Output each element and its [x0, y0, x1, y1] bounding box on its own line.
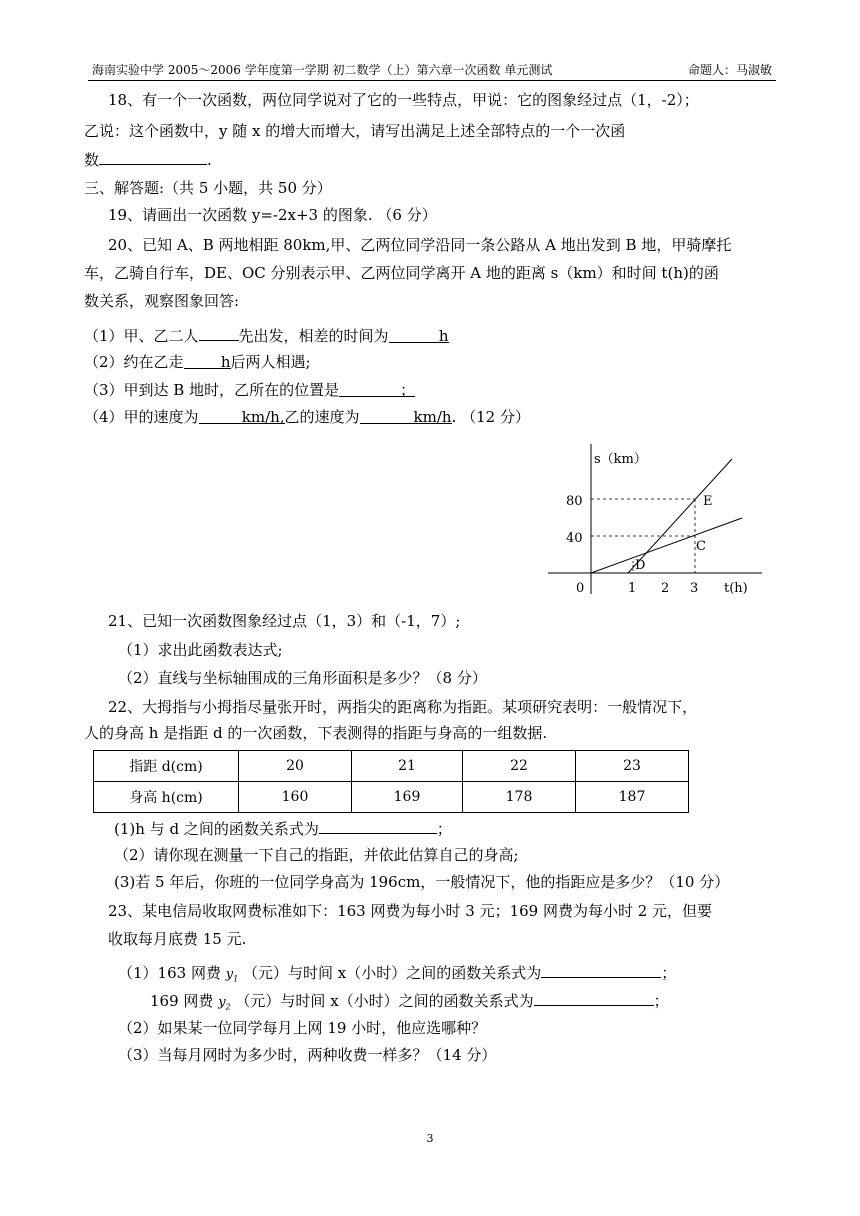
q20-graph — [540, 436, 770, 598]
q20-part3-blank[interactable]: ； — [339, 380, 415, 397]
q20-part4-blank-b[interactable]: km/h — [360, 407, 452, 424]
q23-line1: 23、某电信局收取网费标准如下：163 网费为每小时 3 元；169 网费为每小时 2 元，但要 — [108, 902, 713, 920]
q20-line1: 20、已知 A、B 两地相距 80km,甲、乙两位同学沿同一条公路从 A 地出发到 B 地，甲骑摩托 — [108, 236, 732, 254]
q22-part3: (3)若 5 年后，你班的一位同学身高为 196cm，一般情况下，他的指距应是多少？（10 分） — [114, 873, 730, 891]
page-number: 3 — [426, 1132, 434, 1145]
line-oc — [591, 518, 742, 573]
q22-part1: (1)h 与 d 之间的函数关系式为 ； — [114, 817, 452, 839]
q22-part2: （2）请你现在测量一下自己的指距，并依此估算自己的身高; — [114, 846, 519, 864]
q18-answer-blank[interactable] — [99, 148, 207, 165]
q23-part1b: 169 网费 $y_2$ （元）与时间 x（小时）之间的函数关系式为 ； — [150, 989, 669, 1018]
q18-line2: 乙说：这个函数中，y 随 x 的增大而增大，请写出满足上述全部特点的一个一次函 — [84, 122, 626, 140]
table-cell: 21 — [352, 751, 463, 782]
y-tick-40: 40 — [566, 531, 583, 546]
q22-part1-blank[interactable] — [319, 817, 437, 834]
table-cell: 20 — [239, 751, 352, 782]
q21-line1: 21、已知一次函数图象经过点（1，3）和（-1，7）; — [108, 612, 461, 630]
table-cell: 178 — [463, 782, 576, 813]
q23-part1b-blank[interactable] — [534, 989, 654, 1006]
table-cell: 169 — [352, 782, 463, 813]
q20-line2: 车，乙骑自行车，DE、OC 分别表示甲、乙两位同学离开 A 地的距离 s（km）和时间 t(h)的函 — [84, 264, 719, 282]
q18-line3: 数 . — [84, 148, 212, 170]
table-row — [94, 782, 689, 813]
q20-part1-blank-b[interactable]: h — [389, 326, 449, 343]
table-cell: 187 — [576, 782, 689, 813]
origin-label: 0 — [576, 581, 585, 596]
table-cell: 23 — [576, 751, 689, 782]
point-c-label: C — [696, 539, 706, 554]
q23-line2: 收取每月底费 15 元. — [108, 930, 247, 948]
x-tick-3: 3 — [690, 581, 699, 596]
q20-part2-blank[interactable]: h — [184, 352, 231, 369]
section-3-title: 三、解答题:（共 5 小题，共 50 分） — [84, 179, 332, 197]
q21-part2: （2）直线与坐标轴围成的三角形面积是多少？（8 分） — [118, 669, 487, 687]
q23-part1a: （1）163 网费 $y_1$ （元）与时间 x（小时）之间的函数关系式为 ； — [118, 961, 676, 990]
x-axis-label: t(h) — [724, 581, 748, 596]
q23-part1a-blank[interactable] — [541, 961, 661, 978]
q20-part1: （1）甲、乙二人 先出发，相差的时间为 h — [84, 324, 449, 346]
q23-part2: （2）如果某一位同学每月上网 19 小时，他应选哪种？ — [118, 1019, 487, 1037]
line-de — [628, 459, 732, 573]
q18-line1: 18、有一个一次函数，两位同学说对了它的一些特点，甲说：它的图象经过点（1，-2）； — [108, 91, 699, 109]
point-e-label: E — [703, 494, 713, 509]
q21-part1: （1）求出此函数表达式; — [118, 641, 283, 659]
q20-part2: （2）约在乙走 h后两人相遇; — [84, 353, 311, 371]
y-axis-label: s（km） — [594, 452, 647, 467]
q20-part4: （4）甲的速度为 km/h,乙的速度为 km/h. （12 分） — [84, 408, 530, 426]
header-title: 海南实验中学 2005～2006 学年度第一学期 初二数学（上）第六章一次函数 单元测试 — [92, 63, 553, 77]
q20-line3: 数关系，观察图象回答: — [84, 292, 240, 310]
table-cell: 160 — [239, 782, 352, 813]
table-cell: 身高 h(cm) — [94, 782, 239, 813]
y-tick-80: 80 — [566, 494, 583, 509]
q19-text: 19、请画出一次函数 y=-2x+3 的图象. （6 分） — [108, 206, 437, 224]
q22-line2: 人的身高 h 是指距 d 的一次函数，下表测得的指距与身高的一组数据. — [84, 724, 548, 742]
q22-line1: 22、大拇指与小拇指尽量张开时，两指尖的距离称为指距。某项研究表明：一般情况下， — [108, 698, 698, 716]
q20-part1-blank-a[interactable] — [199, 324, 239, 341]
q20-part3: （3）甲到达 B 地时，乙所在的位置是 ； — [84, 381, 416, 399]
table-cell: 22 — [463, 751, 576, 782]
x-tick-1: 1 — [628, 581, 637, 596]
point-d-label: D — [635, 558, 646, 573]
page-header — [88, 58, 776, 81]
data-table — [93, 750, 689, 813]
q23-part3: （3）当每月网时为多少时，两种收费一样多？（14 分） — [118, 1046, 497, 1064]
table-cell: 指距 d(cm) — [94, 751, 239, 782]
header-author: 命题人：马淑敏 — [687, 63, 772, 77]
x-tick-2: 2 — [661, 581, 670, 596]
q20-part4-blank-a[interactable]: km/h, — [199, 407, 285, 424]
table-row — [94, 751, 689, 782]
